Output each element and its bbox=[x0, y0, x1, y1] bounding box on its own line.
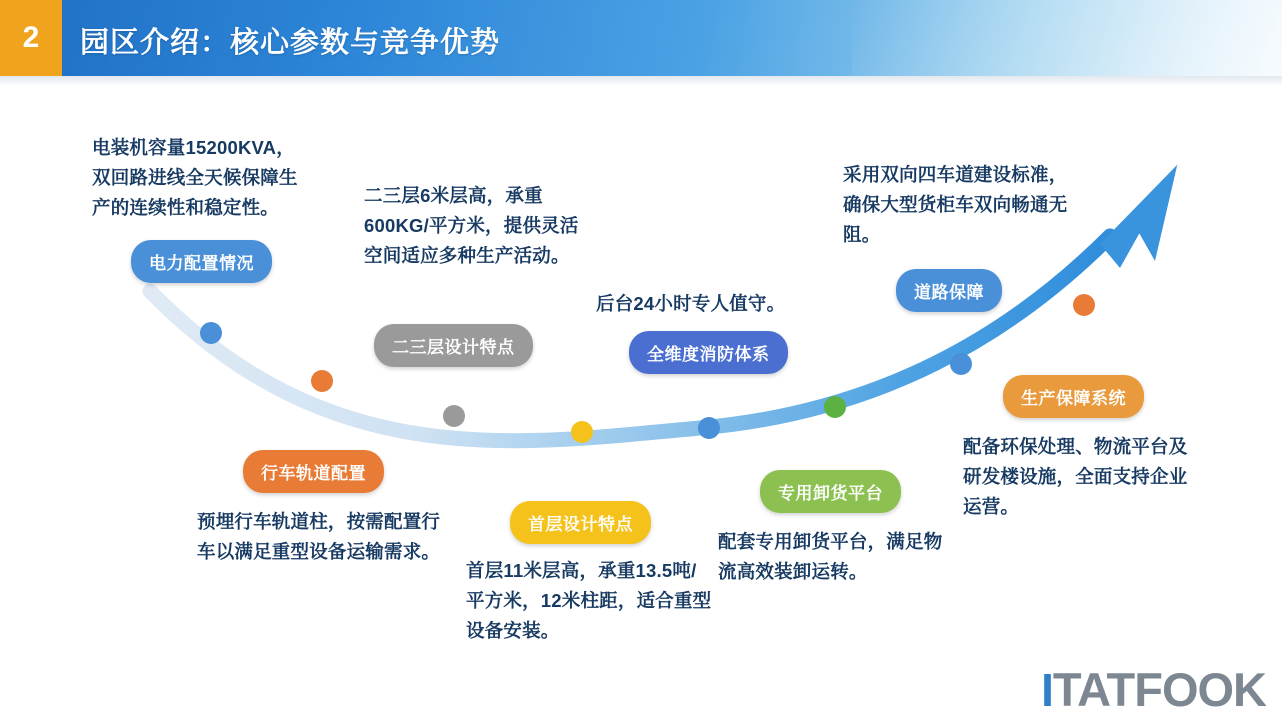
curve-arrow-head-2 bbox=[1100, 164, 1178, 268]
node-dot-unloading-platform bbox=[824, 396, 846, 418]
logo-wordmark: TATFOOK bbox=[1052, 663, 1266, 716]
note-power: 电装机容量15200KVA，双回路进线全天候保障生产的连续性和稳定性。 bbox=[92, 137, 298, 218]
note-floor-1: 首层11米层高，承重13.5吨/平方米，12米柱距，适合重型设备安装。 bbox=[466, 560, 712, 641]
pill-power[interactable]: 电力配置情况 bbox=[131, 240, 272, 283]
note-crane-rail: 预埋行车轨道柱，按需配置行车以满足重型设备运输需求。 bbox=[197, 511, 441, 562]
note-production-support: 配备环保处理、物流平台及研发楼设施，全面支持企业运营。 bbox=[963, 436, 1188, 517]
pill-production-support[interactable]: 生产保障系统 bbox=[1003, 375, 1144, 418]
node-dot-production-support bbox=[1073, 294, 1095, 316]
pill-road[interactable]: 道路保障 bbox=[896, 269, 1002, 312]
pill-crane-rail[interactable]: 行车轨道配置 bbox=[243, 450, 384, 493]
note-road: 采用双向四车道建设标准，确保大型货柜车双向畅通无阻。 bbox=[843, 164, 1068, 245]
node-dot-crane-rail bbox=[311, 370, 333, 392]
note-fire-system: 后台24小时专人值守。 bbox=[596, 293, 786, 314]
logo-mark: I bbox=[1041, 664, 1052, 716]
company-logo bbox=[1041, 661, 1266, 716]
pill-unloading-platform[interactable]: 专用卸货平台 bbox=[760, 470, 901, 513]
node-dot-road bbox=[950, 353, 972, 375]
page-title: 园区介绍：核心参数与竞争优势 bbox=[80, 27, 501, 59]
slide-number: 2 bbox=[22, 21, 40, 54]
node-dot-power bbox=[200, 322, 222, 344]
pill-floor-1[interactable]: 首层设计特点 bbox=[510, 501, 651, 544]
node-dot-floor-1 bbox=[571, 421, 593, 443]
note-unloading-platform: 配套专用卸货平台，满足物流高效装卸运转。 bbox=[718, 531, 943, 582]
node-dot-fire-system bbox=[698, 417, 720, 439]
pill-floor-2-3[interactable]: 二三层设计特点 bbox=[374, 324, 533, 367]
node-dot-floor-2-3 bbox=[443, 405, 465, 427]
slide-number-block bbox=[0, 0, 62, 76]
pill-fire-system[interactable]: 全维度消防体系 bbox=[629, 331, 788, 374]
note-floor-2-3: 二三层6米层高，承重600KG/平方米，提供灵活空间适应多种生产活动。 bbox=[364, 185, 579, 266]
curve-path bbox=[150, 236, 1110, 441]
